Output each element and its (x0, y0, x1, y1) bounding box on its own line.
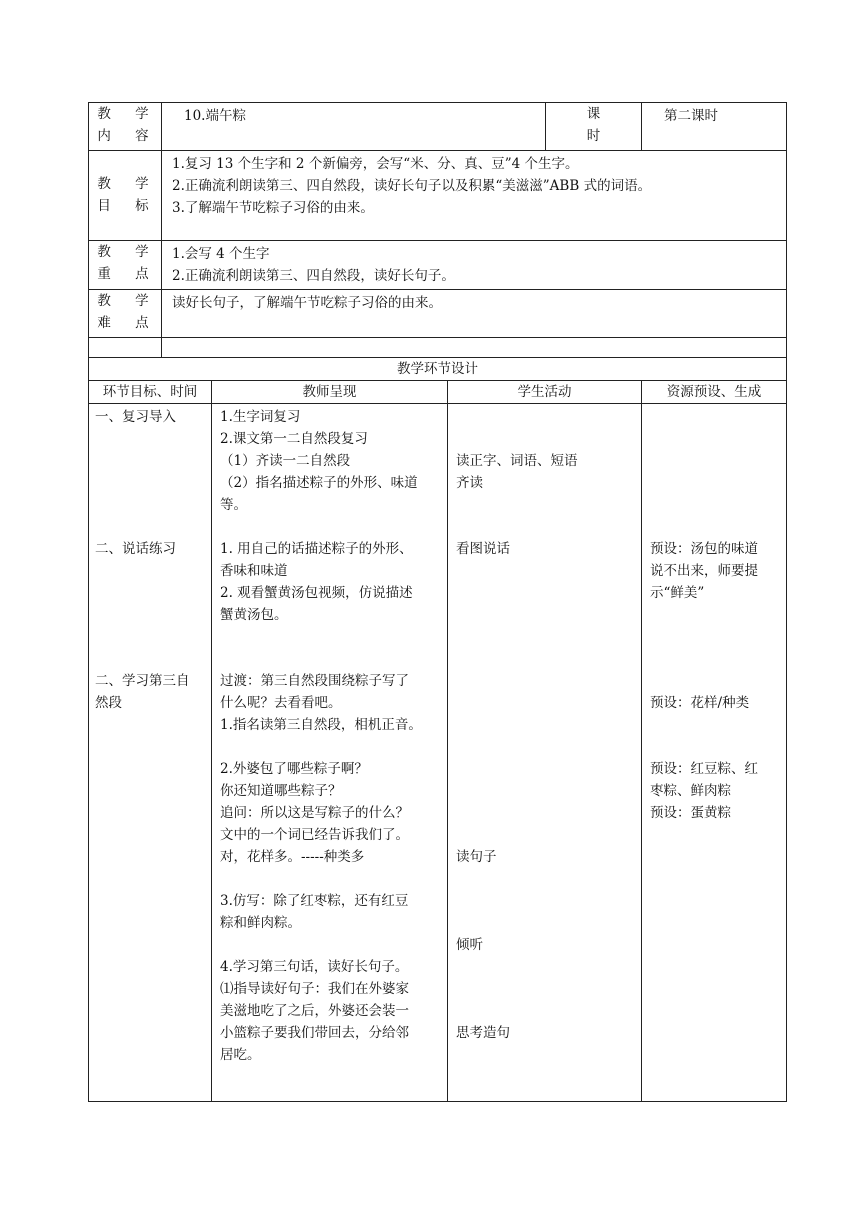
key-points-label: 教 学 重 点 (89, 241, 162, 290)
resource-column: 预设：汤包的味道 说不出来，师要提 示“鲜美” 预设：花样/种类 预设：红豆粽、红 枣粽、鲜肉粽 预设：蛋黄粽 (642, 404, 787, 1102)
col-header-teacher: 教师呈现 (212, 381, 448, 404)
content-label: 教 学 内 容 (89, 103, 162, 151)
difficulties-row (89, 290, 787, 338)
key-points-content: 1.会写 4 个生字 2.正确流利朗读第三、四自然段，读好长句子。 (162, 241, 787, 290)
design-header-row (89, 381, 787, 404)
lesson-plan-table (88, 102, 787, 1102)
period-label: 课 时 (546, 103, 642, 151)
teacher-column: 1.生字词复习 2.课文第一二自然段复习 （1）齐读一二自然段 （2）指名描述粽子的外形、味道 等。 1. 用自己的话描述粽子的外形、 香味和味道 2. 观看蟹黄汤包视频，仿说描述 蟹黄汤包。 过渡：第三自然段围绕粽子写了 什么呢？去看看吧。 1.指名读第三自然段，相机正音。 2.外婆包了哪些粽子啊？ 你还知道哪些粽子？ 追问：所以这是写粽子的什么？ 文中的一个词已经告诉我们了。 对，花样多。-----种类多 3.仿写：除了红枣粽，还有红豆 粽和鲜肉粽。 4.学习第三句话，读好长句子。 ⑴指导读好句子：我们在外婆家 美滋地吃了之后，外婆还会装一 小篮粽子要我们带回去，分给邻 居吃。 (212, 404, 448, 1102)
stage-3-line2: 然段 (95, 695, 122, 711)
empty-row (89, 338, 787, 358)
col-header-resource: 资源预设、生成 (642, 381, 787, 404)
content-row (89, 103, 787, 151)
empty-cell-right (162, 338, 787, 358)
design-title: 教学环节设计 (89, 358, 787, 381)
key-points-row (89, 241, 787, 290)
difficulties-label: 教 学 难 点 (89, 290, 162, 338)
design-title-row (89, 358, 787, 381)
difficulties-content: 读好长句子，了解端午节吃粽子习俗的由来。 (162, 290, 787, 338)
stage-3-line1: 二、学习第三自 (95, 673, 190, 689)
period-value: 第二课时 (642, 103, 787, 151)
col-header-stage: 环节目标、时间 (89, 381, 212, 404)
stage-1: 一、复习导入 (95, 409, 176, 425)
content-value: 10.端午粽 (162, 103, 546, 151)
stage-2: 二、说话练习 (95, 541, 176, 557)
stage-column (89, 404, 212, 1102)
student-column: 读正字、词语、短语 齐读 看图说话 读句子 倾听 思考造句 (448, 404, 642, 1102)
empty-cell-left (89, 338, 162, 358)
col-header-student: 学生活动 (448, 381, 642, 404)
design-body-row (89, 404, 787, 1102)
objectives-content: 1.复习 13 个生字和 2 个新偏旁，会写“米、分、真、豆”4 个生字。 2.正确流利朗读第三、四自然段，读好长句子以及积累“美滋滋”ABB 式的词语。 3.了解端午节吃粽子习俗的由来。 (162, 151, 787, 241)
objectives-label: 教 学 目 标 (89, 151, 162, 241)
objectives-row (89, 151, 787, 241)
